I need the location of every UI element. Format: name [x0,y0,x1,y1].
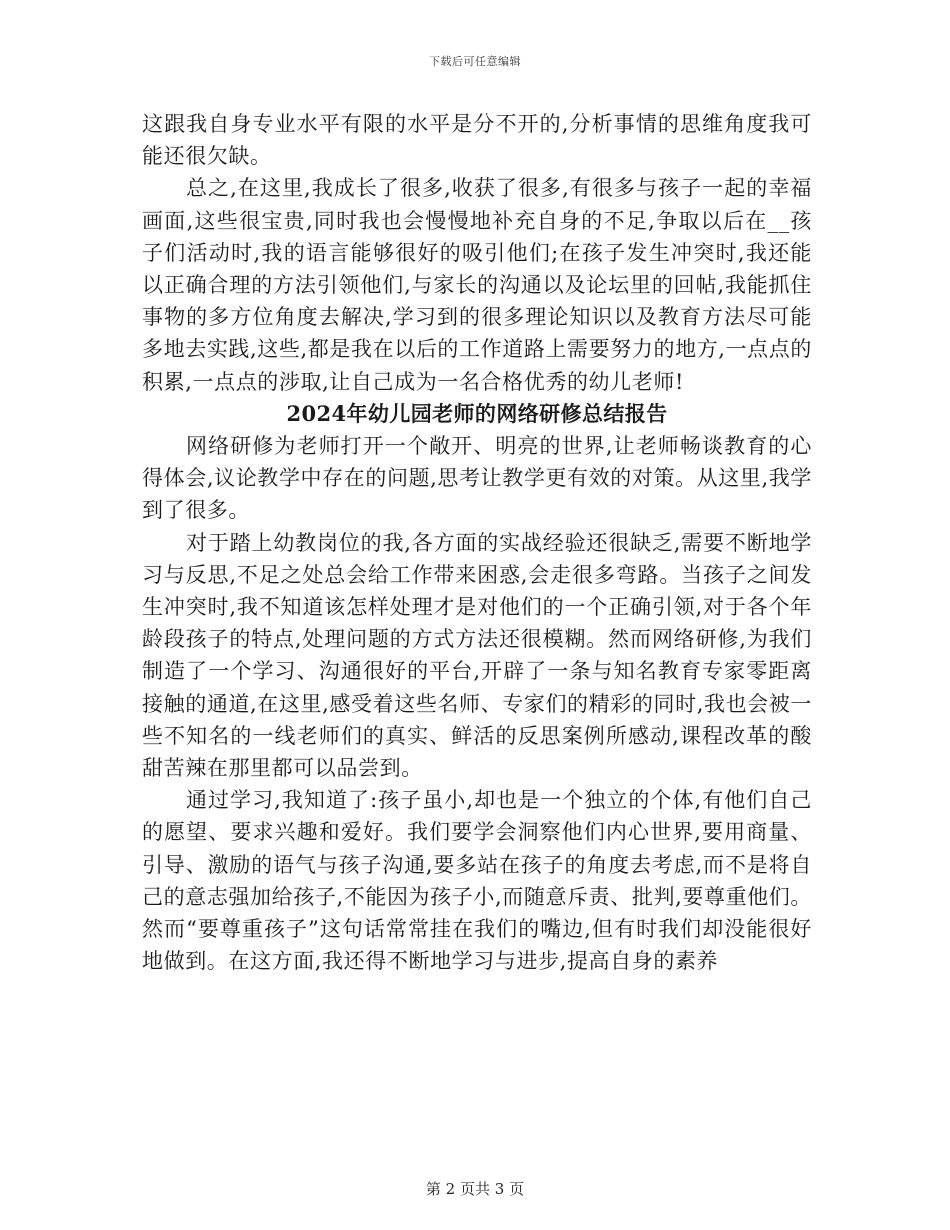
page-number: 第 2 页共 3 页 [425,1180,525,1198]
paragraph-summary: 总之,在这里,我成长了很多,收获了很多,有很多与孩子一起的幸福画面,这些很宝贵,同时我也会慢慢地补充自身的不足,争取以后在__孩子们活动时,我的语言能够很好的吸引他们;在孩子发生冲突时,我还能以正确合理的方法引领他们,与家长的沟通以及论坛里的回帖,我能抓住事物的多方位角度去解决,学习到的很多理论知识以及教育方法尽可能多地去实践,这些,都是我在以后的工作道路上需要努力的地方,一点点的积累,一点点的涉取,让自己成为一名合格优秀的幼儿老师! [142,176,812,394]
paragraph-learning: 通过学习,我知道了:孩子虽小,却也是一个独立的个体,有他们自己的愿望、要求兴趣和爱好。我们要学会洞察他们内心世界,要用商量、引导、激励的语气与孩子沟通,要多站在孩子的角度去考虑,而不是将自己的意志强加给孩子,不能因为孩子小,而随意斥责、批判,要尊重他们。然而“要尊重孩子”这句话常常挂在我们的嘴边,但有时我们却没能很好地做到。在这方面,我还得不断地学习与进步,提高自身的素养 [142,788,812,974]
paragraph-reflection: 对于踏上幼教岗位的我,各方面的实战经验还很缺乏,需要不断地学习与反思,不足之处总会给工作带来困惑,会走很多弯路。当孩子之间发生冲突时,我不知道该怎样处理才是对他们的一个正确引领,对于各个年龄段孩子的特点,处理问题的方式方法还很模糊。然而网络研修,为我们制造了一个学习、沟通很好的平台,开辟了一条与知名教育专家零距离接触的通道,在这里,感受着这些名师、专家们的精彩的同时,我也会被一些不知名的一线老师们的真实、鲜活的反思案例所感动,课程改革的酸甜苦辣在那里都可以品尝到。 [142,530,812,781]
paragraph-continuation: 这跟我自身专业水平有限的水平是分不开的,分析事情的思维角度我可能还很欠缺。 [142,112,812,169]
document-body [142,108,812,977]
page-header-note: 下载后可任意编辑 [429,55,521,68]
paragraph-intro: 网络研修为老师打开一个敞开、明亮的世界,让老师畅谈教育的心得体会,议论教学中存在的问题,思考让教学更有效的对策。从这里,我学到了很多。 [142,434,812,523]
section-title: 2024年幼儿园老师的网络研修总结报告 [286,400,668,426]
